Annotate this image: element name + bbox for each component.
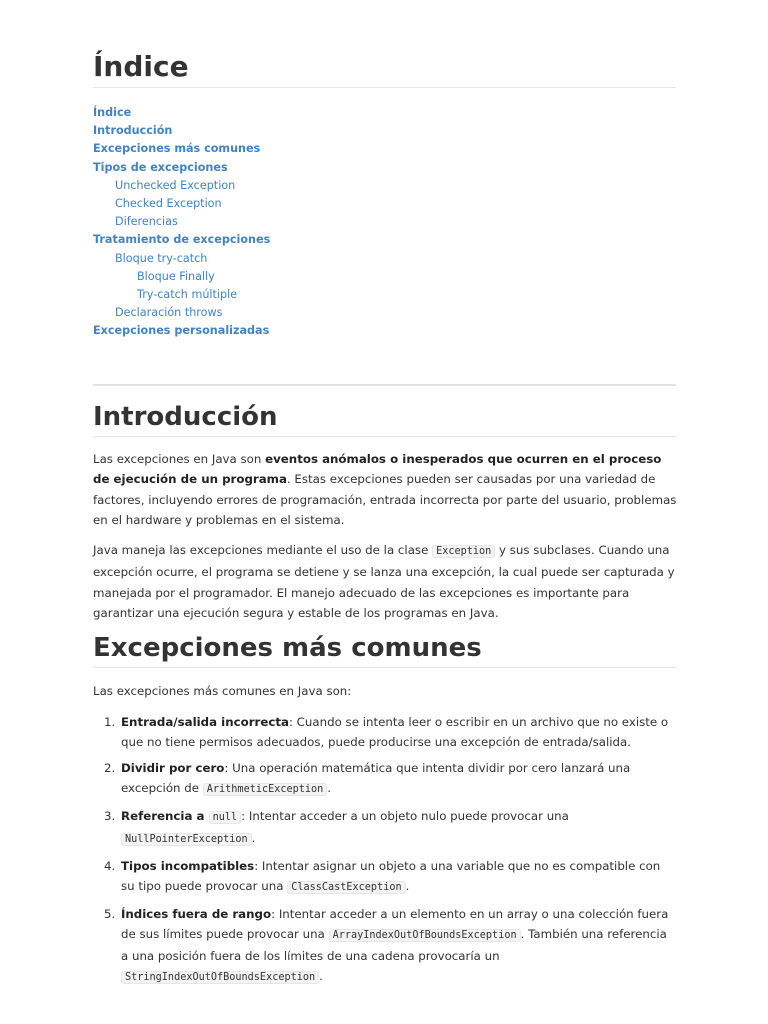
toc-item <box>93 268 676 286</box>
toc-item <box>93 286 676 304</box>
bold-text: Índices fuera de rango <box>121 907 272 921</box>
toc-link-tratamiento[interactable]: Tratamiento de excepciones <box>93 233 271 247</box>
toc-item <box>93 304 676 322</box>
text-run: : Intentar acceder a un objeto nulo puede provocar una <box>241 809 569 823</box>
inline-code: ArrayIndexOutOfBoundsException <box>329 929 521 942</box>
toc-item <box>93 159 676 177</box>
toc-item <box>93 195 676 213</box>
bold-text: Entrada/salida incorrecta <box>121 715 289 729</box>
toc-link-try-catch[interactable]: Bloque try-catch <box>115 251 208 265</box>
toc-item <box>93 177 676 195</box>
text-run: . También una referencia a una posición fuera de los límites de una cadena provocaría un <box>121 927 667 963</box>
toc-item <box>93 122 676 140</box>
section-title-introduccion: Introducción <box>93 400 676 437</box>
bold-text: Dividir por cero <box>121 761 225 775</box>
inline-code: NullPointerException <box>121 833 252 846</box>
toc-item <box>93 213 676 231</box>
toc-link-personalizadas[interactable]: Excepciones personalizadas <box>93 324 270 338</box>
inline-code: ArithmeticException <box>203 783 328 796</box>
comunes-lead-paragraph: Las excepciones más comunes en Java son: <box>93 684 352 698</box>
inline-code: ClassCastException <box>287 881 405 894</box>
toc-link-tipos-excepciones[interactable]: Tipos de excepciones <box>93 160 228 174</box>
bold-text: Tipos incompatibles <box>121 859 255 873</box>
list-number: 1. <box>104 715 116 729</box>
toc-link-try-catch-multiple[interactable]: Try-catch múltiple <box>137 287 238 301</box>
list-number: 4. <box>104 859 116 873</box>
toc-link-unchecked-exception[interactable]: Unchecked Exception <box>115 178 236 192</box>
toc-item <box>93 104 676 122</box>
toc-link-introduccion[interactable]: Introducción <box>93 124 173 138</box>
list-number: 5. <box>104 907 116 921</box>
toc-item <box>93 322 676 340</box>
text-run: : Una operación matemática que intenta dividir por cero lanzará una excepción de <box>121 761 631 795</box>
text-run: Java maneja las excepciones mediante el uso de la clase <box>93 543 433 557</box>
text-run: y sus subclases. Cuando una excepción ocurre, el programa se detiene y se lanza una excepción, la cual puede ser capturada y manejada por el programador. El manejo adecuado de las excepciones es importante para garantizar una ejecución segura y estable de los programas en Java. <box>93 543 675 620</box>
toc-link-diferencias[interactable]: Diferencias <box>115 215 178 229</box>
toc-link-indice[interactable]: Índice <box>93 106 132 119</box>
text-run: : Intentar asignar un objeto a una variable que no es compatible con su tipo puede provocar una <box>121 859 661 893</box>
intro-paragraph-2 <box>93 540 678 623</box>
toc-item <box>93 231 676 249</box>
inline-code: Exception <box>432 545 495 558</box>
inline-code: StringIndexOutOfBoundsException <box>121 971 319 984</box>
text-run: . <box>327 781 332 795</box>
list-number: 2. <box>104 761 116 775</box>
list-item <box>93 856 676 898</box>
list-item <box>93 904 676 988</box>
text-run: . <box>251 831 256 845</box>
table-of-contents <box>93 104 676 340</box>
common-exceptions-list <box>93 712 676 994</box>
text-run: . <box>319 969 323 983</box>
list-number: 3. <box>104 809 116 823</box>
horizontal-rule <box>93 384 676 386</box>
intro-paragraph-1 <box>93 449 678 530</box>
text-run: . Estas excepciones pueden ser causadas por una variedad de factores, incluyendo errores de programación, entrada incorrecta por parte del usuario, problemas en el hardware y problemas en el sistema. <box>93 472 677 527</box>
list-item <box>93 806 676 850</box>
toc-title: Índice <box>93 49 676 88</box>
toc-item <box>93 140 676 158</box>
text-run: Las excepciones en Java son <box>93 452 266 466</box>
bold-text: eventos anómalos o inesperados que ocurren en el proceso de ejecución de un programa <box>93 452 662 487</box>
text-run: . <box>405 879 410 893</box>
toc-link-checked-exception[interactable]: Checked Exception <box>115 196 222 210</box>
bold-text: Referencia a <box>121 809 209 823</box>
toc-link-finally[interactable]: Bloque Finally <box>137 269 215 283</box>
toc-item <box>93 250 676 268</box>
list-item <box>93 712 676 752</box>
text-run: : Cuando se intenta leer o escribir en un archivo que no existe o que no tiene permisos adecuados, puede producirse una excepción de entrada/salida. <box>121 715 669 749</box>
toc-link-throws[interactable]: Declaración throws <box>115 306 223 320</box>
inline-code: null <box>209 811 242 824</box>
section-title-excepciones-comunes: Excepciones más comunes <box>93 631 676 668</box>
toc-link-excepciones-comunes[interactable]: Excepciones más comunes <box>93 142 261 156</box>
list-item <box>93 758 676 800</box>
text-run: : Intentar acceder a un elemento en un array o una colección fuera de sus límites puede provocar una <box>121 907 669 941</box>
